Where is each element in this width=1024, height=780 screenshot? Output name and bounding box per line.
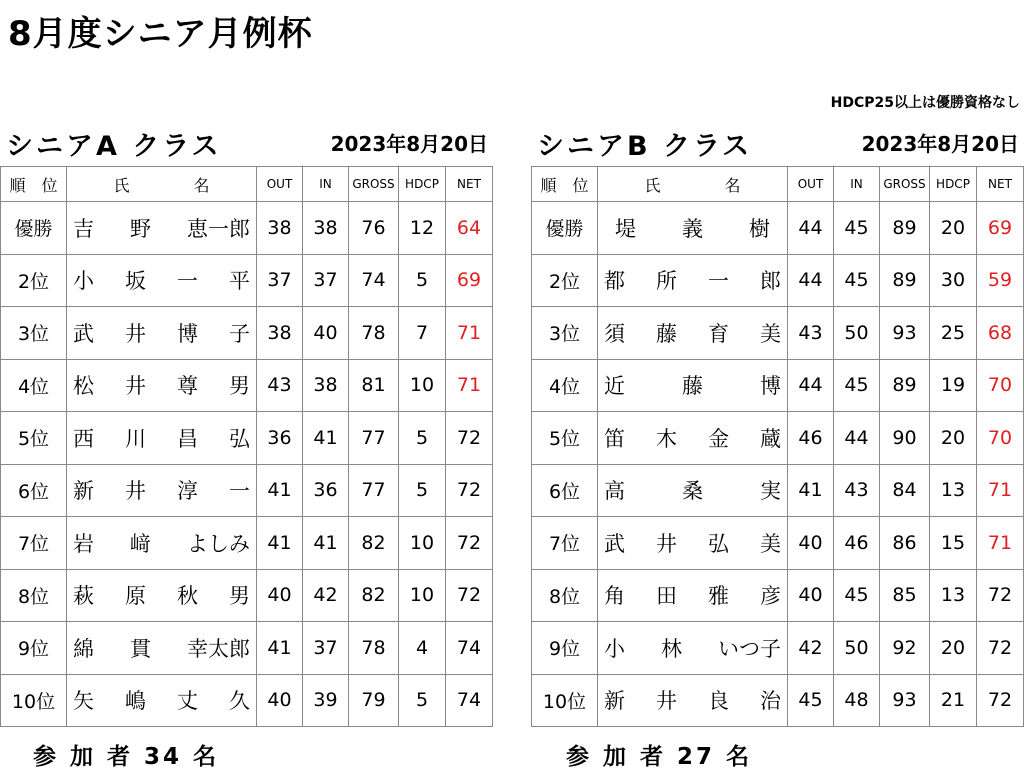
name-part: 子 xyxy=(229,321,250,346)
table-row xyxy=(532,202,1024,255)
name-part: 平 xyxy=(229,269,250,294)
header-net: NET xyxy=(446,167,493,202)
class-b-panel xyxy=(531,120,1023,727)
name-part: 新 xyxy=(73,479,94,504)
name-part: 淳 xyxy=(177,479,198,504)
gross-score-cell: 78 xyxy=(349,622,399,675)
gross-score-cell: 89 xyxy=(880,359,930,412)
out-score-cell: 42 xyxy=(788,622,834,675)
player-name xyxy=(73,370,250,400)
rank-cell: 4位 xyxy=(1,359,67,412)
header-rank: 順 位 xyxy=(1,167,67,202)
name-part: 樹 xyxy=(749,216,770,241)
table-row xyxy=(532,254,1024,307)
out-score-cell: 45 xyxy=(788,674,834,727)
player-name xyxy=(73,423,250,453)
net-score-cell: 68 xyxy=(977,307,1024,360)
class-a-panel xyxy=(0,120,492,727)
header-gross: GROSS xyxy=(880,167,930,202)
name-part: 武 xyxy=(604,531,625,556)
net-score-cell: 72 xyxy=(446,464,493,517)
rank-cell: 3位 xyxy=(532,307,598,360)
net-score-cell: 74 xyxy=(446,674,493,727)
class-b-header xyxy=(531,120,1023,166)
hdcp-cell: 10 xyxy=(399,569,446,622)
player-name-cell xyxy=(67,307,257,360)
table-header-row xyxy=(1,167,493,202)
net-score-cell: 72 xyxy=(446,517,493,570)
name-part: 矢 xyxy=(73,689,94,714)
name-part: 金 xyxy=(708,426,729,451)
in-score-cell: 45 xyxy=(834,254,880,307)
name-part: 蔵 xyxy=(760,426,781,451)
rank-cell: 3位 xyxy=(1,307,67,360)
player-name xyxy=(604,318,781,348)
net-score-cell: 69 xyxy=(446,254,493,307)
name-part: 高 xyxy=(604,479,625,504)
gross-score-cell: 86 xyxy=(880,517,930,570)
player-name-cell xyxy=(598,202,788,255)
header-in: IN xyxy=(834,167,880,202)
table-row xyxy=(532,569,1024,622)
header-hdcp: HDCP xyxy=(399,167,446,202)
out-score-cell: 40 xyxy=(257,674,303,727)
player-name-cell xyxy=(598,517,788,570)
net-score-cell: 71 xyxy=(977,517,1024,570)
name-part: 男 xyxy=(229,584,250,609)
out-score-cell: 41 xyxy=(257,622,303,675)
player-name xyxy=(73,633,250,663)
gross-score-cell: 93 xyxy=(880,307,930,360)
name-part: 萩 xyxy=(73,584,94,609)
in-score-cell: 41 xyxy=(303,517,349,570)
gross-score-cell: 89 xyxy=(880,254,930,307)
name-part: 実 xyxy=(760,479,781,504)
name-part: 恵一郎 xyxy=(187,216,250,241)
out-score-cell: 44 xyxy=(788,202,834,255)
out-score-cell: 40 xyxy=(788,517,834,570)
player-name-cell xyxy=(598,464,788,517)
player-name-cell xyxy=(598,569,788,622)
net-score-cell: 70 xyxy=(977,412,1024,465)
name-part: 美 xyxy=(760,321,781,346)
player-name-cell xyxy=(598,254,788,307)
player-name xyxy=(604,475,781,505)
header-out: OUT xyxy=(788,167,834,202)
name-part: 藤 xyxy=(656,321,677,346)
gross-score-cell: 92 xyxy=(880,622,930,675)
rank-cell: 8位 xyxy=(532,569,598,622)
name-part: 原 xyxy=(125,584,146,609)
gross-score-cell: 77 xyxy=(349,464,399,517)
player-name xyxy=(604,370,781,400)
out-score-cell: 38 xyxy=(257,202,303,255)
gross-score-cell: 77 xyxy=(349,412,399,465)
net-score-cell: 69 xyxy=(977,202,1024,255)
player-name xyxy=(604,528,781,558)
in-score-cell: 44 xyxy=(834,412,880,465)
name-part: 雅 xyxy=(708,584,729,609)
in-score-cell: 37 xyxy=(303,622,349,675)
in-score-cell: 41 xyxy=(303,412,349,465)
in-score-cell: 45 xyxy=(834,569,880,622)
player-name-cell xyxy=(67,569,257,622)
name-part: 美 xyxy=(760,531,781,556)
header-out: OUT xyxy=(257,167,303,202)
hdcp-cell: 13 xyxy=(930,569,977,622)
header-net: NET xyxy=(977,167,1024,202)
net-score-cell: 71 xyxy=(977,464,1024,517)
name-part: 所 xyxy=(656,269,677,294)
table-row xyxy=(1,674,493,727)
class-a-name: シニアA クラス xyxy=(6,131,222,162)
table-row xyxy=(1,412,493,465)
name-part: 男 xyxy=(229,374,250,399)
player-name xyxy=(604,580,781,610)
in-score-cell: 48 xyxy=(834,674,880,727)
net-score-cell: 72 xyxy=(977,622,1024,675)
net-score-cell: 72 xyxy=(977,674,1024,727)
player-name xyxy=(73,213,250,243)
hdcp-cell: 10 xyxy=(399,517,446,570)
name-part: 野 xyxy=(130,216,151,241)
name-part: 近 xyxy=(604,374,625,399)
name-part: 桑 xyxy=(682,479,703,504)
hdcp-cell: 19 xyxy=(930,359,977,412)
table-row xyxy=(1,517,493,570)
player-name-cell xyxy=(598,359,788,412)
name-part: 博 xyxy=(760,374,781,399)
name-part: 貫 xyxy=(130,636,151,661)
hdcp-cell: 20 xyxy=(930,622,977,675)
hdcp-cell: 20 xyxy=(930,202,977,255)
table-row xyxy=(1,254,493,307)
name-part: 井 xyxy=(656,531,677,556)
net-score-cell: 74 xyxy=(446,622,493,675)
name-part: 小 xyxy=(73,269,94,294)
rank-cell: 10位 xyxy=(1,674,67,727)
name-part: 松 xyxy=(73,374,94,399)
name-part: 角 xyxy=(604,584,625,609)
name-part: 良 xyxy=(708,689,729,714)
net-score-cell: 71 xyxy=(446,359,493,412)
player-name xyxy=(73,475,250,505)
out-score-cell: 44 xyxy=(788,359,834,412)
out-score-cell: 41 xyxy=(788,464,834,517)
net-score-cell: 70 xyxy=(977,359,1024,412)
rank-cell: 10位 xyxy=(532,674,598,727)
net-score-cell: 72 xyxy=(446,412,493,465)
hdcp-cell: 20 xyxy=(930,412,977,465)
net-score-cell: 72 xyxy=(446,569,493,622)
rank-cell: 4位 xyxy=(532,359,598,412)
class-b-name: シニアB クラス xyxy=(537,131,753,162)
rank-cell: 5位 xyxy=(532,412,598,465)
in-score-cell: 38 xyxy=(303,202,349,255)
table-row xyxy=(1,359,493,412)
player-name xyxy=(604,423,781,453)
name-part: 井 xyxy=(125,479,146,504)
gross-score-cell: 82 xyxy=(349,517,399,570)
net-score-cell: 72 xyxy=(977,569,1024,622)
class-b-rows xyxy=(532,202,1024,727)
name-part: 田 xyxy=(656,584,677,609)
gross-score-cell: 78 xyxy=(349,307,399,360)
gross-score-cell: 79 xyxy=(349,674,399,727)
name-part: 義 xyxy=(682,216,703,241)
gross-score-cell: 85 xyxy=(880,569,930,622)
rank-cell: 9位 xyxy=(1,622,67,675)
hdcp-cell: 5 xyxy=(399,254,446,307)
out-score-cell: 43 xyxy=(788,307,834,360)
name-part: 岩 xyxy=(73,531,94,556)
name-part: 弘 xyxy=(229,426,250,451)
out-score-cell: 46 xyxy=(788,412,834,465)
rank-cell: 8位 xyxy=(1,569,67,622)
player-name-cell xyxy=(67,517,257,570)
in-score-cell: 45 xyxy=(834,202,880,255)
table-row xyxy=(532,359,1024,412)
out-score-cell: 41 xyxy=(257,517,303,570)
hdcp-cell: 4 xyxy=(399,622,446,675)
table-row xyxy=(532,674,1024,727)
player-name-cell xyxy=(598,674,788,727)
player-name xyxy=(73,528,250,558)
out-score-cell: 37 xyxy=(257,254,303,307)
name-part: 幸太郎 xyxy=(187,636,250,661)
eligibility-note: HDCP25以上は優勝資格なし xyxy=(830,95,1020,111)
table-row xyxy=(1,307,493,360)
hdcp-cell: 13 xyxy=(930,464,977,517)
header-rank: 順 位 xyxy=(532,167,598,202)
hdcp-cell: 25 xyxy=(930,307,977,360)
player-name-cell xyxy=(598,412,788,465)
class-a-results-table xyxy=(0,166,493,727)
gross-score-cell: 84 xyxy=(880,464,930,517)
hdcp-cell: 12 xyxy=(399,202,446,255)
name-part: 秋 xyxy=(177,584,198,609)
name-part: 堤 xyxy=(615,216,636,241)
out-score-cell: 43 xyxy=(257,359,303,412)
class-a-date: 2023年8月20日 xyxy=(330,132,488,156)
player-name xyxy=(73,318,250,348)
name-part: 井 xyxy=(656,689,677,714)
rank-cell: 6位 xyxy=(1,464,67,517)
hdcp-cell: 21 xyxy=(930,674,977,727)
name-part: 笛 xyxy=(604,426,625,451)
table-row xyxy=(1,202,493,255)
player-name-cell xyxy=(598,307,788,360)
name-part: 坂 xyxy=(125,269,146,294)
player-name-cell xyxy=(67,622,257,675)
table-row xyxy=(1,464,493,517)
rank-cell: 2位 xyxy=(532,254,598,307)
gross-score-cell: 81 xyxy=(349,359,399,412)
out-score-cell: 40 xyxy=(257,569,303,622)
name-part: 丈 xyxy=(177,689,198,714)
name-part: 井 xyxy=(125,321,146,346)
hdcp-cell: 30 xyxy=(930,254,977,307)
player-name-cell xyxy=(67,464,257,517)
name-part: 林 xyxy=(661,636,682,661)
gross-score-cell: 82 xyxy=(349,569,399,622)
table-row xyxy=(532,517,1024,570)
name-part: 小 xyxy=(604,636,625,661)
class-b-participants: 参 加 者 27 名 xyxy=(566,744,753,770)
name-part: 木 xyxy=(656,426,677,451)
name-part: 久 xyxy=(229,689,250,714)
out-score-cell: 36 xyxy=(257,412,303,465)
in-score-cell: 45 xyxy=(834,359,880,412)
name-part: 一 xyxy=(708,269,729,294)
name-part: 綿 xyxy=(73,636,94,661)
name-part: 一 xyxy=(229,479,250,504)
class-b-results-table xyxy=(531,166,1024,727)
in-score-cell: 50 xyxy=(834,307,880,360)
in-score-cell: 43 xyxy=(834,464,880,517)
name-part: 弘 xyxy=(708,531,729,556)
player-name-cell xyxy=(67,359,257,412)
gross-score-cell: 90 xyxy=(880,412,930,465)
player-name-cell xyxy=(67,412,257,465)
hdcp-cell: 7 xyxy=(399,307,446,360)
rank-cell: 優勝 xyxy=(532,202,598,255)
table-row xyxy=(1,569,493,622)
name-part: 西 xyxy=(73,426,94,451)
player-name xyxy=(73,685,250,715)
name-part: 都 xyxy=(604,269,625,294)
rank-cell: 優勝 xyxy=(1,202,67,255)
header-name: 氏 名 xyxy=(598,167,788,202)
player-name-cell xyxy=(598,622,788,675)
in-score-cell: 46 xyxy=(834,517,880,570)
net-score-cell: 59 xyxy=(977,254,1024,307)
out-score-cell: 41 xyxy=(257,464,303,517)
name-part: 須 xyxy=(604,321,625,346)
in-score-cell: 42 xyxy=(303,569,349,622)
name-part: 藤 xyxy=(682,374,703,399)
table-row xyxy=(532,412,1024,465)
hdcp-cell: 5 xyxy=(399,412,446,465)
header-gross: GROSS xyxy=(349,167,399,202)
name-part: 﨑 xyxy=(130,531,151,556)
name-part: 育 xyxy=(708,321,729,346)
name-part: 昌 xyxy=(177,426,198,451)
hdcp-cell: 5 xyxy=(399,674,446,727)
name-part: 武 xyxy=(73,321,94,346)
player-name-cell xyxy=(67,202,257,255)
rank-cell: 7位 xyxy=(532,517,598,570)
hdcp-cell: 15 xyxy=(930,517,977,570)
table-row xyxy=(532,464,1024,517)
name-part: 彦 xyxy=(760,584,781,609)
hdcp-cell: 5 xyxy=(399,464,446,517)
name-part: 博 xyxy=(177,321,198,346)
name-part: よしみ xyxy=(187,531,250,556)
gross-score-cell: 89 xyxy=(880,202,930,255)
name-part: 嶋 xyxy=(125,689,146,714)
header-name: 氏 名 xyxy=(67,167,257,202)
in-score-cell: 37 xyxy=(303,254,349,307)
name-part: 川 xyxy=(125,426,146,451)
name-part: 治 xyxy=(760,689,781,714)
rank-cell: 5位 xyxy=(1,412,67,465)
hdcp-cell: 10 xyxy=(399,359,446,412)
class-a-rows xyxy=(1,202,493,727)
name-part: 吉 xyxy=(73,216,94,241)
table-row xyxy=(1,622,493,675)
rank-cell: 9位 xyxy=(532,622,598,675)
player-name-cell xyxy=(67,674,257,727)
name-part: 新 xyxy=(604,689,625,714)
player-name xyxy=(73,265,250,295)
class-a-header xyxy=(0,120,492,166)
table-row xyxy=(532,622,1024,675)
class-b-date: 2023年8月20日 xyxy=(861,132,1019,156)
in-score-cell: 36 xyxy=(303,464,349,517)
player-name xyxy=(604,685,781,715)
name-part: 井 xyxy=(125,374,146,399)
header-in: IN xyxy=(303,167,349,202)
rank-cell: 7位 xyxy=(1,517,67,570)
in-score-cell: 38 xyxy=(303,359,349,412)
gross-score-cell: 76 xyxy=(349,202,399,255)
player-name xyxy=(604,213,781,243)
name-part: 尊 xyxy=(177,374,198,399)
player-name-cell xyxy=(67,254,257,307)
rank-cell: 2位 xyxy=(1,254,67,307)
header-hdcp: HDCP xyxy=(930,167,977,202)
name-part: 一 xyxy=(177,269,198,294)
in-score-cell: 39 xyxy=(303,674,349,727)
in-score-cell: 50 xyxy=(834,622,880,675)
name-part: いつ子 xyxy=(718,636,781,661)
player-name xyxy=(604,633,781,663)
class-a-participants: 参 加 者 34 名 xyxy=(33,744,220,770)
gross-score-cell: 74 xyxy=(349,254,399,307)
table-header-row xyxy=(532,167,1024,202)
out-score-cell: 38 xyxy=(257,307,303,360)
page-title: 8月度シニア月例杯 xyxy=(8,14,313,54)
player-name xyxy=(604,265,781,295)
out-score-cell: 40 xyxy=(788,569,834,622)
rank-cell: 6位 xyxy=(532,464,598,517)
name-part: 郎 xyxy=(760,269,781,294)
out-score-cell: 44 xyxy=(788,254,834,307)
net-score-cell: 71 xyxy=(446,307,493,360)
net-score-cell: 64 xyxy=(446,202,493,255)
in-score-cell: 40 xyxy=(303,307,349,360)
gross-score-cell: 93 xyxy=(880,674,930,727)
table-row xyxy=(532,307,1024,360)
player-name xyxy=(73,580,250,610)
